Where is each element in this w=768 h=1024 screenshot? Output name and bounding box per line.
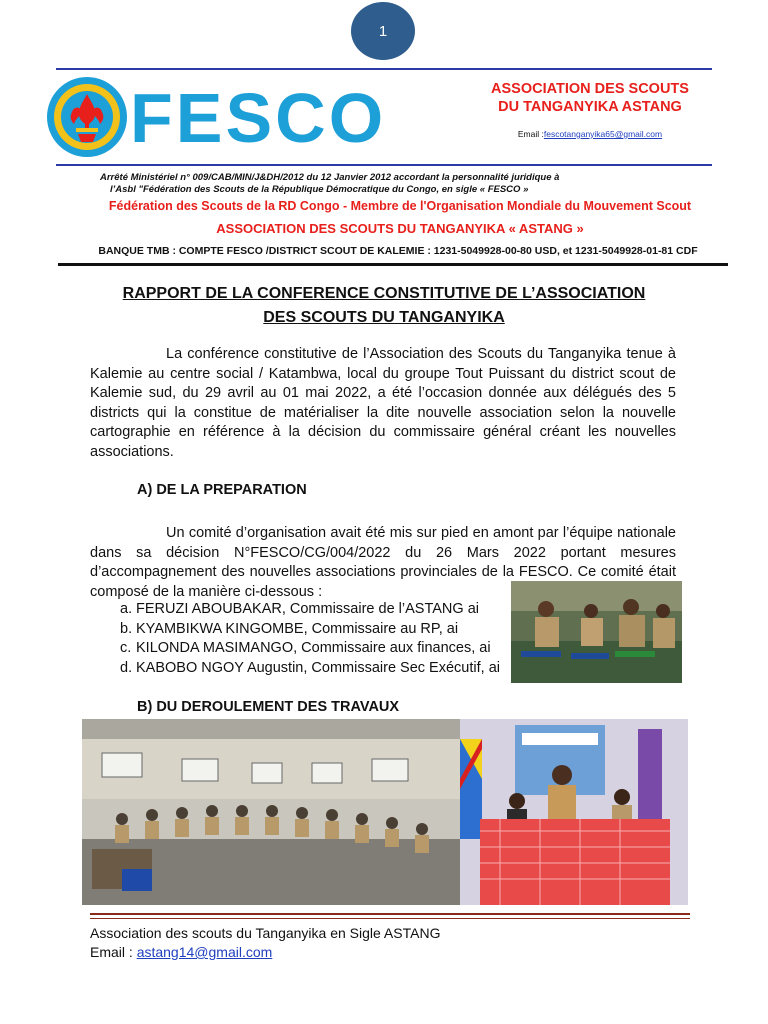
- decree-line2: l’Asbl "Fédération des Scouts de la République Démocratique du Congo, en sigle « FESCO »: [110, 184, 529, 195]
- astang-line: ASSOCIATION DES SCOUTS DU TANGANYIKA « ASTANG »: [216, 221, 584, 236]
- photo-assembly-hall: [82, 719, 460, 905]
- footer-email-link[interactable]: astang14@gmail.com: [136, 944, 273, 960]
- org-title-line1: ASSOCIATION DES SCOUTS: [491, 81, 689, 97]
- footer-rule-top: [90, 913, 690, 915]
- report-title-line2: DES SCOUTS DU TANGANYIKA: [263, 309, 505, 326]
- federation-line: Fédération des Scouts de la RD Congo - Membre de l'Organisation Mondiale du Mouvement Scout: [108, 199, 692, 213]
- list-item: d. KABOBO NGOY Augustin, Commissaire Sec Exécutif, ai: [120, 659, 500, 676]
- footer-email: [90, 943, 440, 962]
- logo-text: FESCO: [130, 79, 387, 157]
- list-item: c. KILONDA MASIMANGO, Commissaire aux finances, ai: [120, 640, 491, 656]
- header-email-link[interactable]: fescotanganyika65@gmail.com: [543, 129, 663, 139]
- report-title-line1: RAPPORT DE LA CONFERENCE CONSTITUTIVE DE L’ASSOCIATION: [122, 285, 646, 302]
- intro-paragraph: [90, 345, 676, 462]
- fesco-emblem-icon: [46, 72, 128, 162]
- list-item: a. FERUZI ABOUBAKAR, Commissaire de l’ASTANG ai: [120, 601, 479, 617]
- footer-email-label: Email :: [90, 944, 137, 960]
- section-a-heading: A) DE LA PREPARATION: [137, 482, 307, 498]
- photo-committee: [511, 581, 682, 683]
- org-title: [470, 80, 710, 116]
- report-title: [96, 282, 672, 330]
- photo-speaker: [460, 719, 688, 905]
- footer: [90, 924, 440, 962]
- header-rule-top: [56, 68, 712, 70]
- page-number-badge: [351, 2, 415, 60]
- header-rule-black: [58, 263, 728, 266]
- header-rule-bottom: [56, 164, 712, 166]
- prep-text: Un comité d’organisation avait été mis sur pied en amont par l’équipe nationale dans sa décision N°FESCO/CG/004/2022 du 26 Mars 2022 portant mesures d’accompagnement des nouvelles associations provinciales de la FESCO. Ce comité était composé de la manière ci-dessous :: [90, 525, 676, 600]
- footer-rule-bottom: [90, 918, 690, 919]
- page-number: 1: [378, 22, 388, 40]
- decree-line1: Arrêté Ministériel n° 009/CAB/MIN/J&DH/2012 du 12 Janvier 2012 accordant la personnalité juridique à: [100, 172, 560, 183]
- org-title-line2: DU TANGANYIKA ASTANG: [498, 99, 682, 115]
- list-item: b. KYAMBIKWA KINGOMBE, Commissaire au RP, ai: [120, 620, 459, 637]
- section-b-heading: B) DU DEROULEMENT DES TRAVAUX: [137, 699, 400, 715]
- committee-list: [120, 600, 520, 678]
- bank-line: BANQUE TMB : COMPTE FESCO /DISTRICT SCOUT DE KALEMIE : 1231-5049928-00-80 USD, et 1231-5049928-01-81 CDF: [98, 245, 698, 257]
- header-email-label: Email :: [517, 129, 544, 139]
- intro-text: La conférence constitutive de l’Association des Scouts du Tanganyika tenue à Kalemie au centre social / Katambwa, local du groupe Tout Puissant du district scout de Kalemie sud, du 29 avril au 01 mai 2022, a été l’occasion donnée aux délégués des 5 districts qui la constitue de matérialiser la dite nouvelle association selon la nouvelle cartographie en référence à la décision du commissaire général créant les nouvelles associations.: [90, 346, 676, 460]
- decree-text: [100, 172, 660, 196]
- header-email: [470, 129, 710, 139]
- footer-line1: Association des scouts du Tanganyika en Sigle ASTANG: [90, 925, 441, 941]
